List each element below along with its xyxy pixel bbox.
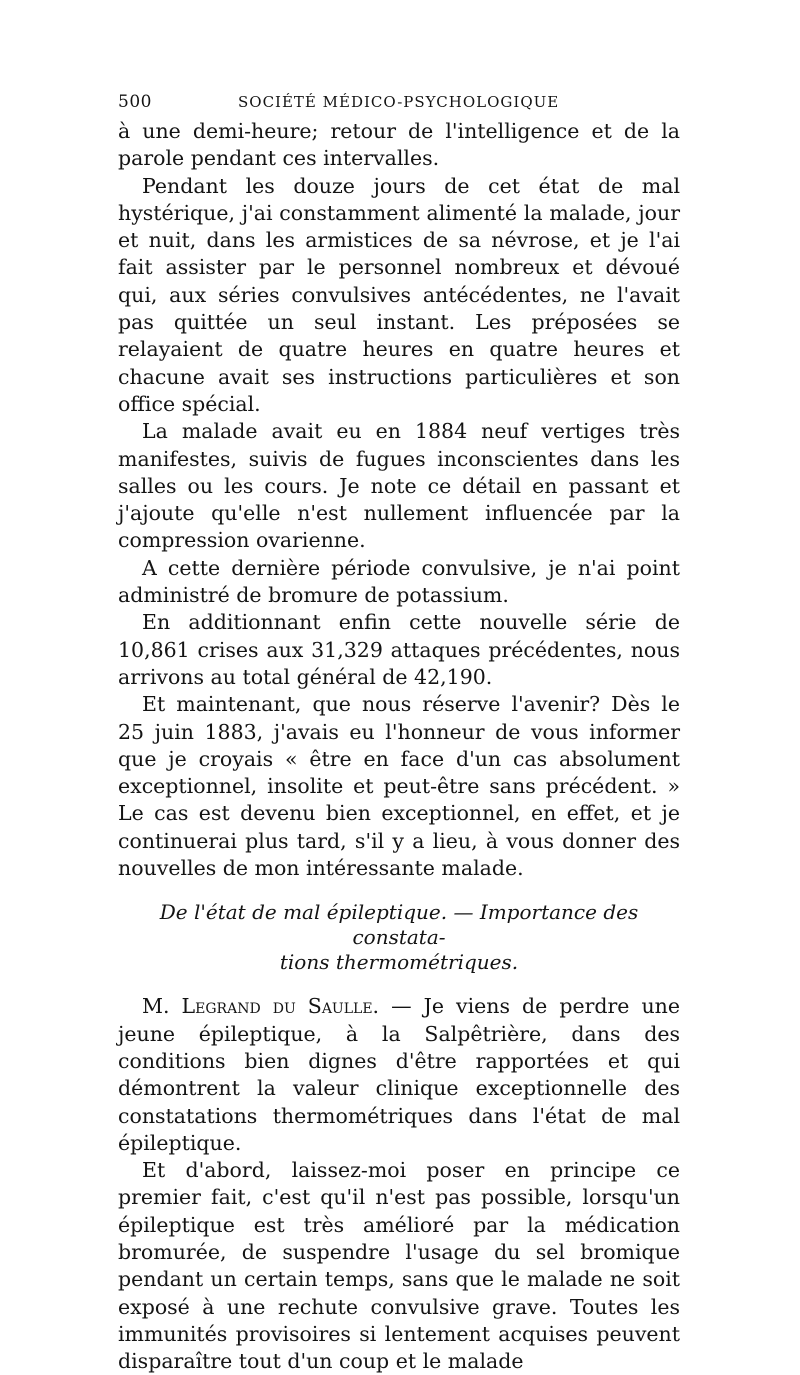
section-heading-line-2: tions thermométriques.	[279, 950, 519, 975]
page-body	[118, 118, 680, 1375]
page-header	[118, 92, 680, 118]
paragraph: Et d'abord, laissez-moi poser en principe ce premier fait, c'est qu'il n'est pas possible, lorsqu'un épileptique est très amélioré par la médication bromurée, de suspendre l'usage du sel bromique pendant un certain temps, sans que le malade ne soit exposé à une rechute convulsive grave. Toutes les immunités provisoires si lentement acquises peuvent disparaître tout d'un coup et le malade	[118, 1158, 680, 1374]
paragraph: A cette dernière période convulsive, je n'ai point administré de bromure de potassium.	[118, 555, 680, 608]
paragraph: La malade avait eu en 1884 neuf vertiges très manifestes, suivis de fugues inconscientes dans les salles ou les cours. Je note ce détail en passant et j'ajoute qu'elle n'est nullement influencée par la compression ovarienne.	[118, 419, 680, 553]
paragraph-continued: à une demi-heure; retour de l'intelligence et de la parole pendant ces intervalles.	[118, 119, 680, 171]
book-page	[118, 92, 680, 1375]
running-title: SOCIÉTÉ MÉDICO-PSYCHOLOGIQUE	[238, 93, 560, 111]
paragraph	[118, 993, 680, 1157]
section-heading	[118, 900, 680, 975]
paragraph: Et maintenant, que nous réserve l'avenir? Dès le 25 juin 1883, j'avais eu l'honneur de vous informer que je croyais « être en face d'un cas absolument exceptionnel, insolite et peut-être sans précédent. » Le cas est devenu bien exceptionnel, en effet, et je continuerai plus tard, s'il y a lieu, à vous donner des nouvelles de mon intéressante malade.	[118, 692, 680, 881]
paragraph: En additionnant enfin cette nouvelle série de 10,861 crises aux 31,329 attaques précédentes, nous arrivons au total général de 42,190.	[118, 610, 680, 689]
paragraph-text: — Je viens de perdre une jeune épileptique, à la Salpêtrière, dans des conditions bien dignes d'être rapportées et qui démontrent la valeur clinique exceptionnelle des constatations thermométriques dans l'état de mal épileptique.	[118, 994, 680, 1155]
speaker-name: M. Legrand du Saulle.	[142, 994, 380, 1019]
paragraph: Pendant les douze jours de cet état de mal hystérique, j'ai constamment alimenté la malade, jour et nuit, dans les armistices de sa névrose, et je l'ai fait assister par le personnel nombreux et dévoué qui, aux séries convulsives antécédentes, ne l'avait pas quittée un seul instant. Les préposées se relayaient de quatre heures en quatre heures et chacune avait ses instructions particulières et son office spécial.	[118, 173, 680, 416]
page-number: 500	[118, 92, 152, 112]
section-heading-line-1: De l'état de mal épileptique. — Importance des constata-	[159, 900, 639, 950]
